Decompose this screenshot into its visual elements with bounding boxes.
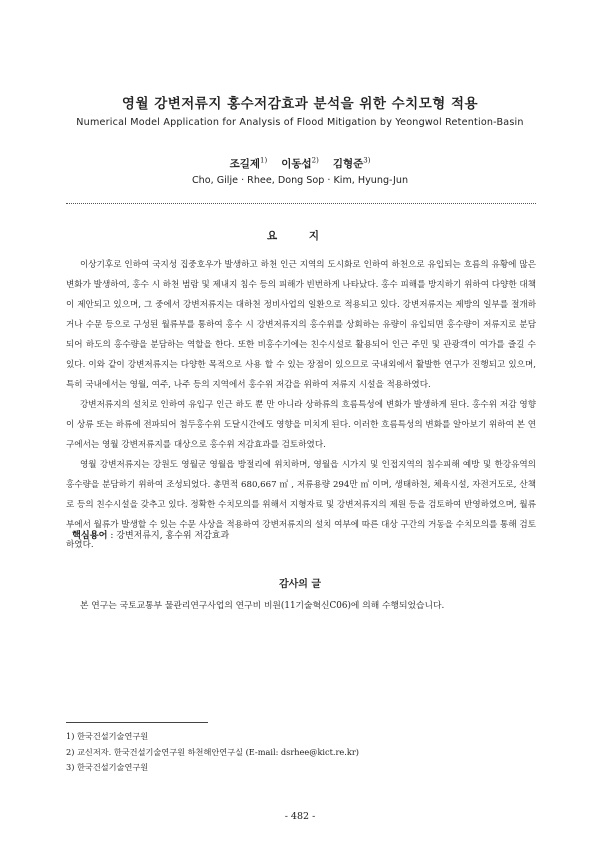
author-name: 조길제 <box>229 158 260 170</box>
abstract-heading: 요 지 <box>267 230 333 242</box>
paper-title: 영월 강변저류지 홍수저감효과 분석을 위한 수치모형 적용 <box>121 96 479 112</box>
acknowledgement-text: 본 연구는 국토교통부 물관리연구사업의 연구비 비원(11기술혁신C06)에 의해 수행되었습니다. <box>80 601 445 611</box>
abstract-paragraph: 강변저류지의 설치로 인하여 유입구 인근 하도 뿐 만 아니라 상하류의 흐름특성에 변화가 발생하게 된다. 홍수위 저감 영향이 상류 또는 하류에 전파되어 첨두홍수위 도달시간에도 영향을 미치게 된다. 이러한 흐름특성의 변화를 알아보기 위하여 본 연구에서는 영월 강변저류지를 대상으로 홍수위 저감효과를 검토하였다. <box>66 400 536 450</box>
author-list <box>0 156 600 171</box>
footnote: 2) 교신저자. 한국건설기술연구원 하천해안연구실 (E-mail: dsrhee@kict.re.kr) <box>66 746 359 757</box>
footnote: 1) 한국건설기술연구원 <box>66 731 149 741</box>
footnote: 3) 한국건설기술연구원 <box>66 762 149 772</box>
footnotes <box>66 729 536 776</box>
keywords <box>72 527 229 541</box>
acknowledgement-heading: 감사의 글 <box>278 579 322 590</box>
author-footnote-mark: 3) <box>363 156 371 165</box>
section-divider <box>66 203 536 204</box>
abstract-body <box>66 255 536 555</box>
abstract-paragraph: 영월 강변저류지는 강원도 영월군 영월읍 방절리에 위치하며, 영월읍 시가지 및 인접지역의 침수피해 예방 및 한강유역의 홍수량을 분담하기 위하여 조성되었다. 총면적 680,667 ㎡ , 저류용량 294만 ㎥ 이며, 생태하천, 체육시설, 자전거도로, 산책로 등의 친수시설을 갖추고 있다. 정확한 수치모의를 위해서 지형자료 및 강변저류지의 제원 등을 검토하여 반영하였으며, 월류부에서 월류가 발생할 수 있는 수문 사상을 적용하여 강변저류지의 설치 여부에 따른 대상 구간의 거동을 수치모의를 통해 검토하였다. <box>66 460 536 550</box>
author-name: 이동섭 <box>281 158 312 170</box>
author-list-english: Cho, Gilje · Rhee, Dong Sop · Kim, Hyung-Jun <box>191 175 409 186</box>
author-name: 김형준 <box>332 158 364 170</box>
author-footnote-mark: 2) <box>311 156 319 165</box>
keywords-label: 핵심용어 <box>72 530 108 541</box>
abstract-paragraph: 이상기후로 인하여 국지성 집중호우가 발생하고 하천 인근 지역의 도시화로 인하여 하천으로 유입되는 흐름의 유황에 많은 변화가 발생하여, 홍수 시 하천 범람 및 제내지 침수 등의 피해가 빈번하게 나타났다. 홍수 피해를 방지하기 위하여 다양한 대책이 제안되고 있으며, 그 중에서 강변저류지는 대하천 정비사업의 일환으로 적용되고 있다. 강변저류지는 제방의 일부를 절개하거나 수문 등으로 구성된 월류부를 통하여 홍수 시 강변저류지의 홍수위를 상회하는 유량이 유입되면 홍수량이 저류지로 분담되어 하도의 홍수량을 분담하는 역할을 한다. 또한 비홍수기에는 친수시설로 활용되어 인근 주민 및 관광객이 여가를 즐길 수 있다. 이와 같이 강변저류지는 다양한 목적으로 사용 할 수 있는 장점이 있으므로 국내외에서 활발한 연구가 진행되고 있으며, 특히 국내에서는 영월, 여주, 나주 등의 지역에서 홍수위 저감을 위하여 저류지 시설을 적용하였다. <box>66 260 536 390</box>
keywords-text: 강변저류지, 홍수위 저감효과 <box>116 531 230 541</box>
paper-subtitle: Numerical Model Application for Analysis of Flood Mitigation by Yeongwol Retention-Basin <box>76 117 524 128</box>
page-number: - 482 - <box>284 811 316 822</box>
keywords-separator: : <box>107 531 117 541</box>
footnote-divider <box>66 722 208 723</box>
author-footnote-mark: 1) <box>260 156 268 165</box>
